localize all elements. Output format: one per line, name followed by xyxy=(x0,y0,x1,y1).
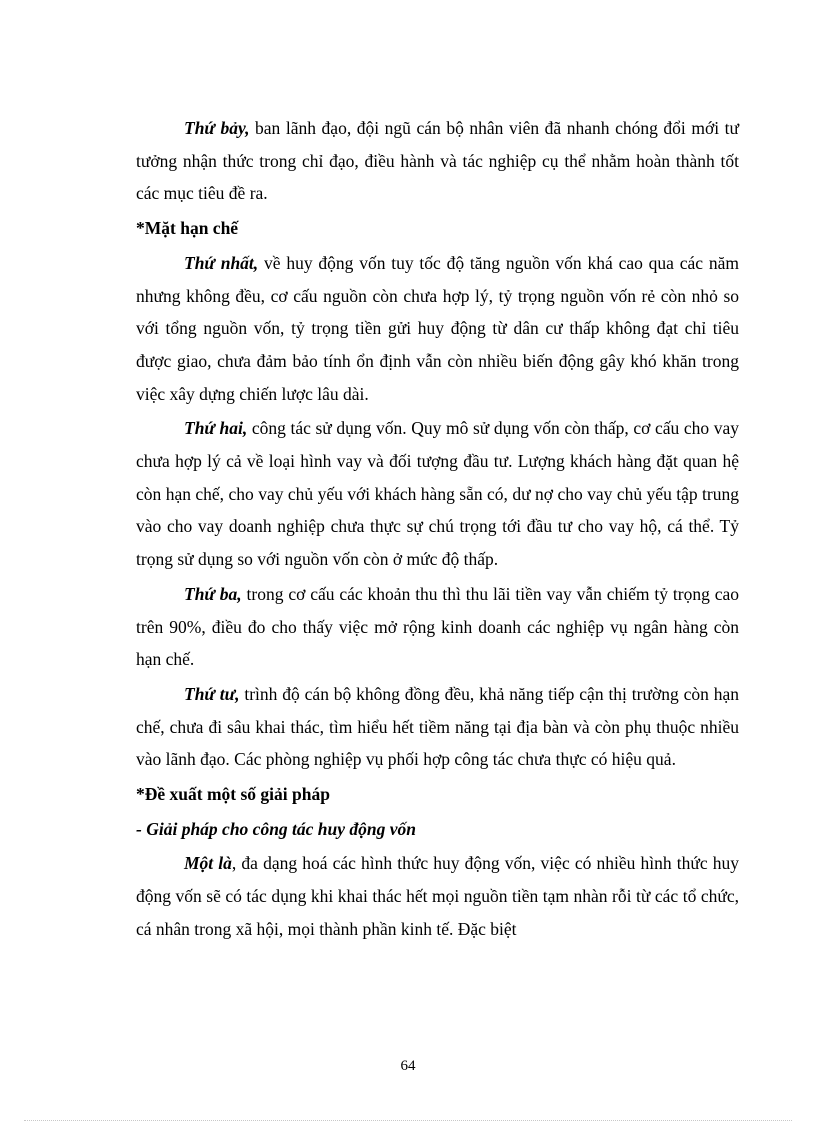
paragraph-limitation-first xyxy=(136,247,739,411)
paragraph-text: công tác sử dụng vốn. Quy mô sử dụng vốn còn thấp, cơ cấu cho vay chưa hợp lý cả về loại hình vay và đối tượng đầu tư. Lượng khách hàng đặt quan hệ còn hạn chế, cho vay chủ yếu với khách hàng sẵn có, dư nợ cho vay chủ yếu tập trung vào cho vay doanh nghiệp chưa thực sự chú trọng tới đầu tư cho vay hộ, cá thể. Tỷ trọng sử dụng so với nguồn vốn còn ở mức độ thấp. xyxy=(136,418,739,570)
paragraph-solution-first xyxy=(136,847,739,945)
paragraph-seventh xyxy=(136,112,739,210)
paragraph-limitation-fourth xyxy=(136,678,739,776)
paragraph-text: trình độ cán bộ không đồng đều, khả năng tiếp cận thị trường còn hạn chế, chưa đi sâu khai thác, tìm hiểu hết tiềm năng tại địa bàn và còn phụ thuộc nhiều vào lãnh đạo. Các phòng nghiệp vụ phối hợp công tác chưa thực có hiệu quả. xyxy=(136,683,739,770)
paragraph-limitation-third xyxy=(136,578,739,676)
paragraph-lead: Thứ tư, xyxy=(184,683,240,704)
page-number: 64 xyxy=(400,1058,416,1074)
page-body xyxy=(136,112,739,948)
paragraph-text: , đa dạng hoá các hình thức huy động vốn, việc có nhiều hình thức huy động vốn sẽ có tác dụng khi khai thác hết mọi nguồn tiền tạm nhàn rỗi từ các tổ chức, cá nhân trong xã hội, mọi thành phần kinh tế. Đặc biệt xyxy=(136,853,739,939)
paragraph-lead: Thứ ba, xyxy=(184,583,242,604)
subheading-capital-mobilization: - Giải pháp cho công tác huy động vốn xyxy=(136,818,417,839)
section-heading-limitations: *Mặt hạn chế xyxy=(136,218,239,239)
paragraph-lead: Thứ bảy, xyxy=(184,118,250,138)
section-heading-solutions: *Đề xuất một số giải pháp xyxy=(136,784,330,805)
paragraph-limitation-second xyxy=(136,412,739,576)
paragraph-lead: Một là xyxy=(184,853,232,874)
paragraph-lead: Thứ hai, xyxy=(184,418,248,439)
footer-divider xyxy=(24,1120,792,1121)
paragraph-text: ban lãnh đạo, đội ngũ cán bộ nhân viên đã nhanh chóng đổi mới tư tưởng nhận thức trong chỉ đạo, điều hành và tác nghiệp cụ thể nhằm hoàn thành tốt các mục tiêu đề ra. xyxy=(136,118,739,204)
paragraph-lead: Thứ nhất, xyxy=(184,252,259,273)
paragraph-text: trong cơ cấu các khoản thu thì thu lãi tiền vay vẫn chiếm tỷ trọng cao trên 90%, điều đo cho thấy việc mở rộng kinh doanh các nghiệp vụ ngân hàng còn hạn chế. xyxy=(136,583,739,670)
paragraph-text: về huy động vốn tuy tốc độ tăng nguồn vốn khá cao qua các năm nhưng không đều, cơ cấu nguồn còn chưa hợp lý, tỷ trọng nguồn vốn rẻ còn nhỏ so với tổng nguồn vốn, tỷ trọng tiền gửi huy động từ dân cư thấp không đạt chỉ tiêu được giao, chưa đảm bảo tính ổn định vẫn còn nhiều biến động gây khó khăn trong việc xây dựng chiến lược lâu dài. xyxy=(136,252,739,404)
